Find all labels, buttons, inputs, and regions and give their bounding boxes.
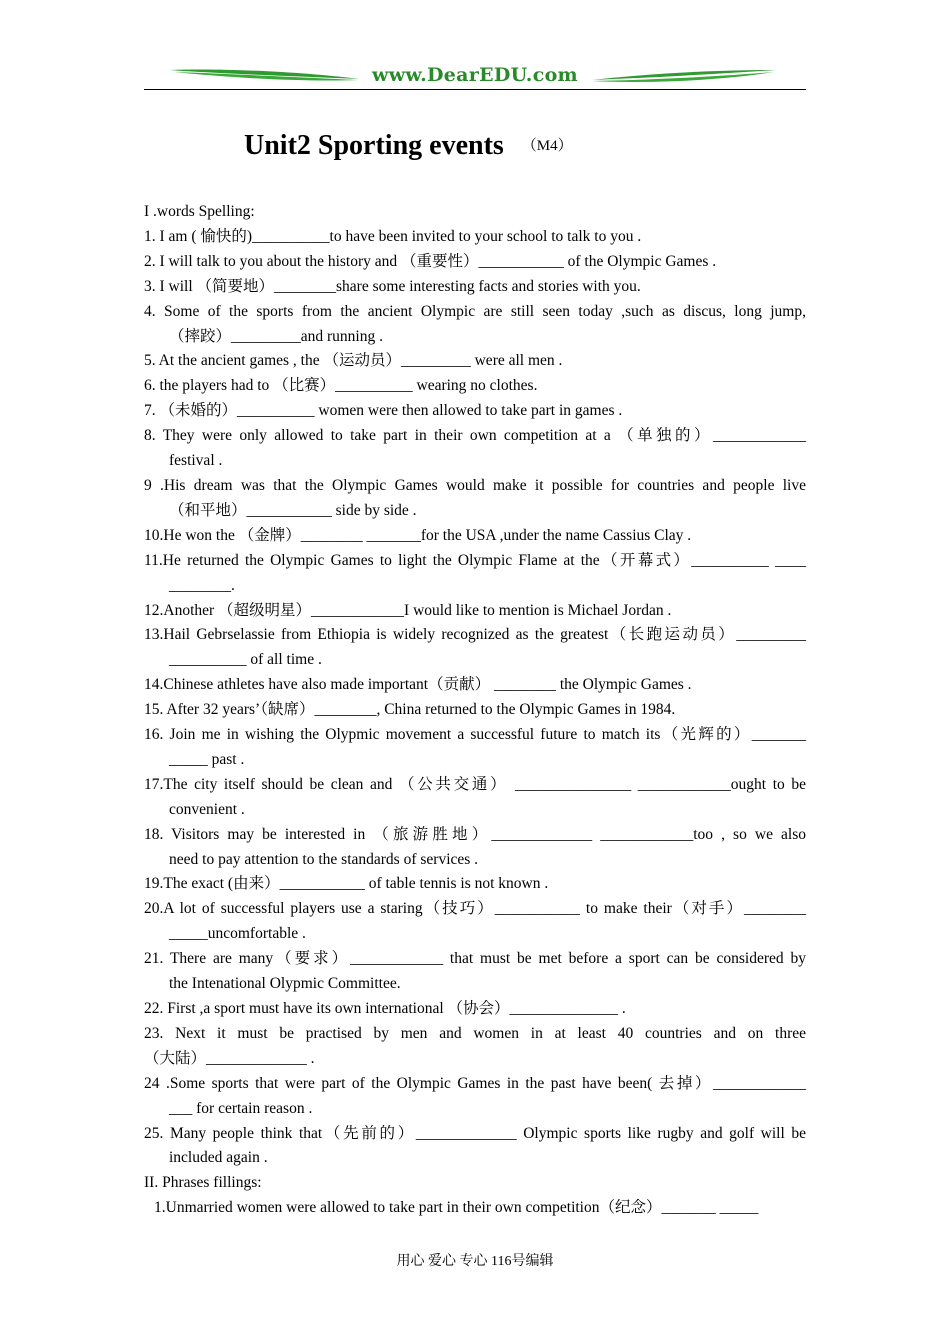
exercise-item: 17.The city itself should be clean and （公共交通） _______________ ____________ought to be	[144, 775, 806, 793]
exercise-item: 25. Many people think that（先前的）_____________ Olympic sports like rugby and golf will be	[144, 1124, 806, 1142]
header-rule	[144, 89, 806, 90]
exercise-item-continuation: （摔跤）_________and running .	[169, 327, 383, 345]
exercise-item: 10.He won the （金牌）________ _______for the USA ,under the name Cassius Clay .	[144, 526, 692, 544]
exercise-item-continuation: __________ of all time .	[169, 651, 322, 669]
exercise-item-continuation: ___ for certain reason .	[169, 1099, 313, 1117]
exercise-item: 11.He returned the Olympic Games to light the Olympic Flame at the（开幕式）__________ ____	[144, 551, 806, 569]
exercise-item: 9 .His dream was that the Olympic Games would make it possible for countries and people live	[144, 476, 806, 494]
footer-text: 用心 爱心 专心 116号编辑	[396, 1254, 554, 1269]
exercise-item-continuation: included again .	[169, 1149, 268, 1167]
exercise-item: 6. the players had to （比赛）__________ wearing no clothes.	[144, 377, 538, 395]
site-url[interactable]: www.DearEDU.com	[372, 64, 578, 86]
exercise-item-continuation: convenient .	[169, 800, 245, 818]
exercise-item: 12.Another （超级明星）____________I would like to mention is Michael Jordan .	[144, 601, 672, 619]
exercise-item: 4. Some of the sports from the ancient Olympic are still seen today ,such as discus, long jump,	[144, 302, 806, 320]
exercise-item: 3. I will （简要地）________share some interesting facts and stories with you.	[144, 277, 641, 295]
exercise-item-continuation: _____ past .	[169, 750, 245, 768]
exercise-item-continuation: the Intenational Olypmic Committee.	[169, 975, 401, 993]
exercise-item: 15. After 32 years’（缺席）________, China returned to the Olympic Games in 1984.	[144, 701, 676, 719]
exercise-item: 1. I am ( 愉快的)__________to have been invited to your school to talk to you .	[144, 227, 642, 245]
exercise-item: 23. Next it must be practised by men and women in at least 40 countries and on three	[144, 1024, 806, 1042]
exercise-item: 14.Chinese athletes have also made important（贡献） ________ the Olympic Games .	[144, 676, 692, 694]
exercise-item-continuation: festival .	[169, 452, 223, 470]
exercise-item: 20.A lot of successful players use a staring（技巧）___________ to make their（对手）________	[144, 900, 806, 918]
worksheet-body	[144, 200, 806, 1221]
page-subtitle: （M4）	[521, 138, 573, 154]
exercise-item: 22. First ,a sport must have its own international （协会）______________ .	[144, 1000, 626, 1017]
section1-heading: I .words Spelling:	[144, 203, 255, 220]
title-row	[244, 130, 573, 162]
section1-list	[144, 225, 806, 1171]
exercise-item-continuation: ________.	[169, 576, 235, 594]
exercise-item: 16. Join me in wishing the Olypmic movement a successful future to match its（光辉的）_______	[144, 726, 806, 744]
exercise-item: 19.The exact (由来）___________ of table tennis is not known .	[144, 875, 549, 893]
exercise-item: 8. They were only allowed to take part in their own competition at a （单独的）____________	[144, 427, 806, 445]
exercise-item-continuation: （大陆）_____________ .	[144, 1049, 315, 1067]
exercise-item-continuation: _____uncomfortable .	[169, 925, 306, 943]
exercise-item: 7. （未婚的）__________ women were then allowed to take part in games .	[144, 402, 623, 420]
site-header	[144, 62, 806, 92]
exercise-item: 5. At the ancient games , the （运动员）_________ were all men .	[144, 352, 563, 370]
section2-heading: II. Phrases fillings:	[144, 1174, 262, 1192]
exercise-item: 18. Visitors may be interested in （旅游胜地）_____________ ____________too , so we also	[144, 825, 806, 843]
page-title: Unit2 Sporting events	[244, 130, 504, 161]
exercise-item-continuation: （和平地）___________ side by side .	[169, 501, 417, 519]
exercise-item: 13.Hail Gebrselassie from Ethiopia is widely recognized as the greatest（长跑运动员）_________	[144, 626, 806, 644]
exercise-item: 21. There are many（要求）____________ that must be met before a sport can be considered by	[144, 950, 806, 968]
exercise-item: 24 .Some sports that were part of the Olympic Games in the past have been( 去掉）____________	[144, 1074, 806, 1092]
exercise-item: 1.Unmarried women were allowed to take part in their own competition（纪念）_______ _____	[154, 1199, 759, 1217]
exercise-item-continuation: need to pay attention to the standards of services .	[169, 850, 479, 868]
exercise-item: 2. I will talk to you about the history and （重要性）___________ of the Olympic Games .	[144, 252, 717, 270]
section2-list	[144, 1196, 806, 1221]
